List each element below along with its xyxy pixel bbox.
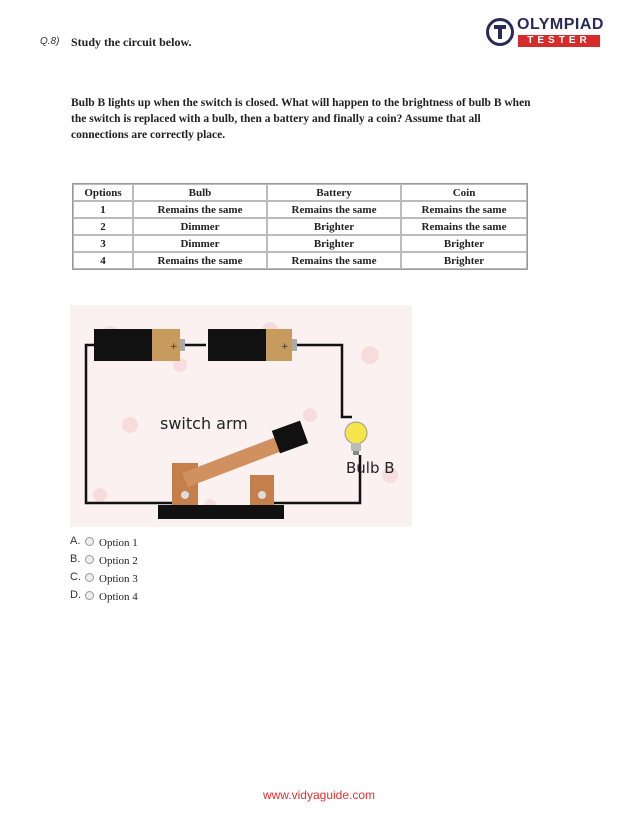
table-cell: Brighter [267, 218, 401, 235]
olympiad-tester-logo [486, 16, 604, 50]
logo-icon [486, 18, 514, 46]
answer-label: Option 3 [99, 573, 138, 585]
answer-letter: A. [70, 535, 81, 547]
table-cell: Dimmer [133, 218, 267, 235]
footer-link[interactable]: www.vidyaguide.com [262, 788, 376, 802]
table-cell: Remains the same [133, 201, 267, 218]
answer-label: Option 4 [99, 591, 138, 603]
question-title: Study the circuit below. [71, 35, 192, 49]
answer-letter: D. [70, 589, 81, 601]
table-cell: Remains the same [401, 218, 527, 235]
table-cell: Brighter [401, 252, 527, 269]
header-cell: Options [73, 184, 133, 201]
table-cell: 2 [73, 218, 133, 235]
logo-word-olympiad: OLYMPIAD [517, 16, 604, 33]
battery-2-icon [208, 329, 297, 361]
answer-letter: B. [70, 553, 81, 565]
radio-button[interactable] [85, 555, 94, 564]
table-cell: Remains the same [267, 252, 401, 269]
table-row [73, 252, 527, 269]
answer-label: Option 1 [99, 537, 138, 549]
question-number: Q.8) [40, 36, 60, 47]
table-cell: Remains the same [133, 252, 267, 269]
table-row [73, 218, 527, 235]
answer-letter: C. [70, 571, 81, 583]
svg-text:+: + [170, 342, 178, 352]
table-cell: Brighter [401, 235, 527, 252]
header-cell: Battery [267, 184, 401, 201]
table-cell: 3 [73, 235, 133, 252]
battery-1-icon [94, 329, 185, 361]
table-row [73, 201, 527, 218]
question-text: Bulb B lights up when the switch is closed. What will happen to the brightness of bulb B when the switch is replaced with a bulb, then a battery and finally a coin? Assume that all connections are correctly place. [71, 97, 531, 141]
header-cell: Bulb [133, 184, 267, 201]
radio-button[interactable] [85, 537, 94, 546]
table-cell: Remains the same [401, 201, 527, 218]
logo-word-tester: TESTER [518, 35, 600, 47]
switch-label: switch arm [160, 414, 248, 433]
table-cell: Brighter [267, 235, 401, 252]
svg-text:+: + [281, 342, 289, 352]
table-cell: 1 [73, 201, 133, 218]
circuit-diagram [70, 305, 412, 527]
table-row [73, 235, 527, 252]
header-cell: Coin [401, 184, 527, 201]
table-cell: Remains the same [267, 201, 401, 218]
table-cell: Dimmer [133, 235, 267, 252]
bulb-label: Bulb B [346, 459, 395, 477]
radio-button[interactable] [85, 573, 94, 582]
options-table [72, 183, 528, 270]
table-cell: 4 [73, 252, 133, 269]
radio-button[interactable] [85, 591, 94, 600]
answer-label: Option 2 [99, 555, 138, 567]
table-header-row [73, 184, 527, 201]
